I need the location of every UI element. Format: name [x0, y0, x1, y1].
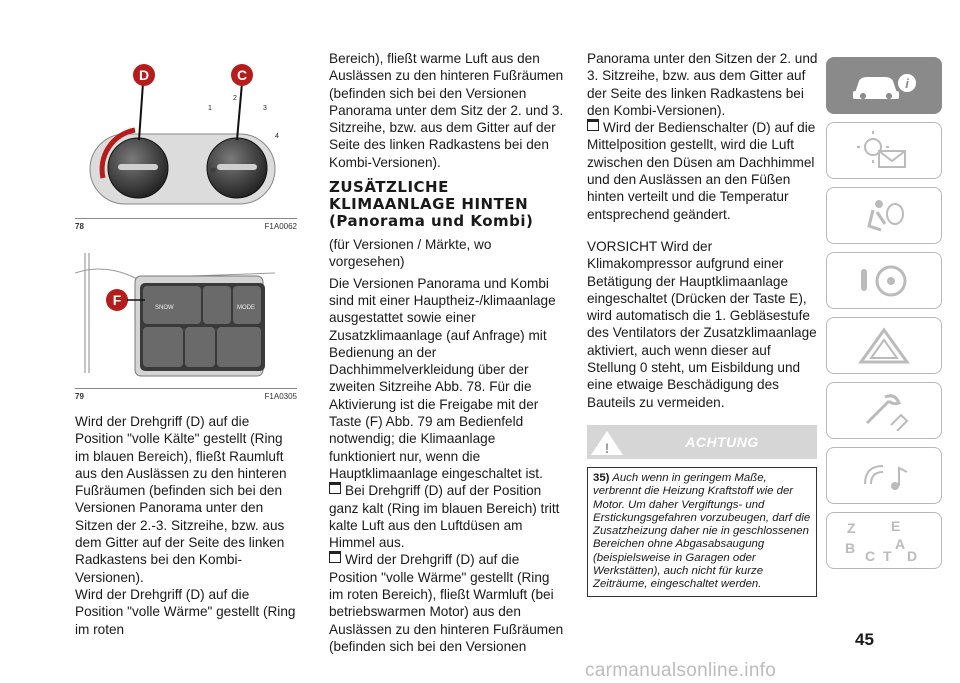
label-1: 1 — [208, 105, 212, 112]
snow-label: SNOW — [155, 305, 174, 311]
warning-box — [587, 425, 817, 597]
tab-safety[interactable] — [826, 187, 942, 244]
tab-multimedia[interactable] — [826, 447, 942, 504]
col3-paragraph-1: Panorama unter den Sitzen der 2. und 3. Sitzreihe, bzw. aus dem Gitter auf der Seite des linken Radkastens bei den Kombi-Versionen). — [587, 51, 818, 118]
dashboard-lights-icon — [849, 131, 919, 171]
rear-climate-knobs-illustration — [75, 58, 297, 218]
figure-number: 79 — [75, 392, 84, 401]
tab-index[interactable] — [826, 512, 942, 569]
warning-title: ACHTUNG — [685, 434, 759, 450]
steering-start-icon — [849, 261, 919, 301]
label-D: D — [138, 67, 150, 83]
svg-text:A: A — [895, 535, 906, 552]
car-info-icon — [849, 69, 919, 103]
svg-text:Z: Z — [847, 519, 856, 536]
page-number: 45 — [855, 630, 874, 649]
mode-label: MODE — [237, 305, 255, 311]
bullet-text: Bei Drehgriff (D) auf der Position ganz kalt (Ring im blauen Bereich) tritt kalte Luft aus den Luftdüsen am Himmel aus. — [329, 483, 560, 551]
label-2: 2 — [233, 95, 237, 102]
col2-paragraph-2: (für Versionen / Märkte, wo vorgesehen) — [329, 237, 492, 270]
svg-text:D: D — [907, 547, 918, 564]
heading-line-3: (Panorama und Kombi) — [329, 212, 534, 231]
figure-79 — [75, 243, 297, 388]
column-2 — [329, 50, 565, 655]
tab-emergency[interactable] — [826, 317, 942, 374]
col3-paragraph-2: VORSICHT Wird der Klimakompressor aufgrund einer Betätigung der Hauptklimaanlage eingeschaltet (Drücken der Taste E), wird automatisch die 1. Gebläsestufe des Ventilators der Zusatzklimaanlage aktiviert, auch wenn dieser auf Stellung 0 steht, um Eisbildung und eine etwaige Beschädigung des Bauteils zu vermeiden. — [587, 238, 817, 410]
warning-header — [587, 425, 817, 459]
airbag-safety-icon — [849, 196, 919, 236]
col2-bullet-2 — [329, 551, 565, 655]
multimedia-icon — [849, 456, 919, 496]
warning-triangle-icon — [587, 427, 627, 457]
col3-bullet-1 — [587, 119, 819, 223]
figure-78-caption — [75, 218, 297, 231]
warning-text: Auch wenn in geringem Maße, verbrennt die Heizung Kraftstoff wie der Motor. Um daher Vergiftungs- und Erstickungsgefahren vorzubeugen, darf die Zusatzheizung daher nie in geschlossenen Bereichen ohne Abgasabsaugung (beispielsweise in Garagen oder Werkstätten), auch nicht für kurze Zeiträume, eingeschaltet werden. — [593, 472, 811, 591]
col1-paragraph-2: Wird der Drehgriff (D) auf die Position "volle Wärme" gestellt (Ring im roten — [75, 586, 296, 637]
svg-text:T: T — [883, 547, 892, 564]
label-C: C — [236, 67, 248, 83]
checkbox-bullet-icon — [587, 119, 599, 131]
tab-dashboard-lights[interactable] — [826, 122, 942, 179]
checkbox-bullet-icon — [329, 551, 341, 563]
tab-car-info[interactable] — [826, 57, 942, 114]
figure-number: 78 — [75, 222, 84, 231]
svg-text:i: i — [905, 75, 909, 91]
chapter-tabs — [826, 57, 944, 577]
heading-line-2: KLIMAANLAGE HINTEN — [329, 195, 529, 214]
heading-line-1: ZUSÄTZLICHE — [329, 178, 449, 197]
svg-text:❄: ❄ — [210, 166, 217, 175]
checkbox-bullet-icon — [329, 482, 341, 494]
label-F: F — [112, 292, 122, 308]
tab-maintenance[interactable] — [826, 382, 942, 439]
svg-text:C: C — [865, 547, 876, 564]
col2-paragraph-1: Bereich), fließt warme Luft aus den Auslässen zu den hinteren Fußräumen (befinden sich bei den Versionen Panorama unter dem Sitz der 2. und 3. Sitzreihe, bzw. aus dem Gitter auf der Seite des linken Radkastens bei den Kombi-Versionen). — [329, 51, 564, 170]
bullet-text: Wird der Drehgriff (D) auf die Position "volle Wärme" gestellt (Ring im roten Bereich), fließt Warmluft (bei betriebswarmen Motor) aus den Auslässen zu den hinteren Fußräumen (befinden sich bei den Versionen — [329, 552, 564, 654]
col2-bullet-1 — [329, 482, 565, 551]
svg-text:!: ! — [604, 440, 610, 456]
watermark: carmanualsonline.info — [585, 660, 777, 681]
figure-code: F1A0062 — [264, 222, 297, 231]
figure-79-caption — [75, 388, 297, 401]
col2-paragraph-3: Die Versionen Panorama und Kombi sind mit einer Hauptheiz-/klimaanlage ausgestattet sowie einer Zusatzklimaanlage (auf Anfrage) mit Bedienung an der Dachhimmelverkleidung über der zweiten Sitzreihe Abb. 78. Für die Aktivierung ist die Freigabe mit der Taste (F) Abb. 79 am Bedienfeld notwendig; die Klimaanlage funktioniert nur, wenn die Hauptklimaanlage eingeschaltet ist. — [329, 275, 556, 481]
warning-number: 35) — [593, 472, 610, 484]
figure-78 — [75, 58, 297, 218]
control-panel-illustration — [75, 243, 297, 388]
figure-code: F1A0305 — [264, 392, 297, 401]
index-icon — [839, 517, 929, 565]
tab-starting-driving[interactable] — [826, 252, 942, 309]
label-4: 4 — [275, 133, 279, 140]
section-heading — [329, 179, 565, 230]
bullet-text: Wird der Bedienschalter (D) auf die Mittelposition gestellt, wird die Luft zwischen den Düsen am Dachhimmel und den Auslässen an den Füßen hinten verteilt und die Temperatur entsprechend geändert. — [587, 120, 816, 222]
svg-text:E: E — [891, 517, 901, 534]
svg-text:B: B — [845, 539, 856, 556]
label-3: 3 — [263, 105, 267, 112]
warning-body — [587, 467, 817, 597]
column-3 — [587, 50, 819, 411]
column-1 — [75, 0, 297, 638]
emergency-warning-icon — [849, 326, 919, 366]
col1-paragraph-1: Wird der Drehgriff (D) auf die Position "volle Kälte" gestellt (Ring im blauen Bereich), fließt Raumluft aus den Auslässen zu den hinteren Fußräumen (befinden sich bei den Versionen Panorama unter den Sitzen der 2.-3. Sitzreihe, bzw. aus dem Gitter auf der Seite des linken Radkastens bei den Kombi-Versionen). — [75, 414, 287, 585]
maintenance-icon — [849, 391, 919, 431]
